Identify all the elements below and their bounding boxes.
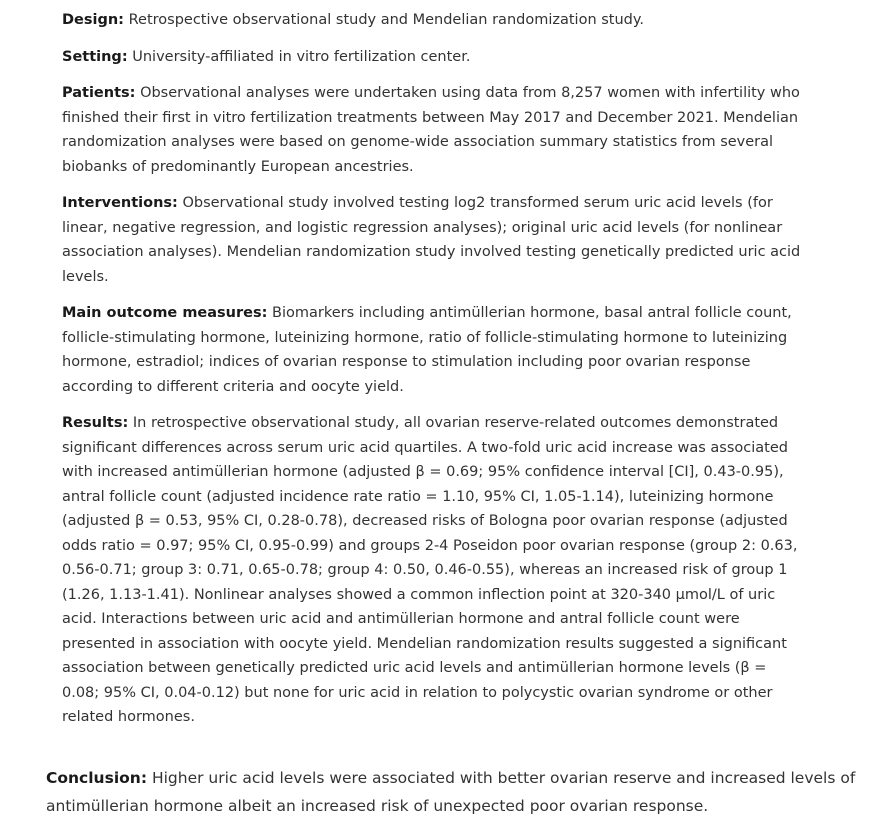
interventions-label: Interventions:: [62, 195, 178, 211]
setting-section: [62, 45, 802, 70]
conclusion-label: Conclusion:: [46, 769, 148, 787]
main-outcome-measures-label: Main outcome measures:: [62, 305, 268, 321]
design-section: [62, 8, 802, 33]
interventions-text: Observational study involved testing log2 transformed serum uric acid levels (for linear, negative regression, and logistic regression analyses); original uric acid levels (for nonlinear association analyses). Mendelian randomization study involved testing genetically predicted uric acid levels.: [62, 195, 801, 285]
patients-label: Patients:: [62, 85, 136, 101]
interventions-section: [62, 191, 802, 289]
results-text: In retrospective observational study, all ovarian reserve-related outcomes demonstrated significant differences across serum uric acid quartiles. A two-fold uric acid increase was associated with increased antimüllerian hormone (adjusted β = 0.69; 95% confidence interval [CI], 0.43-0.95), antral follicle count (adjusted incidence rate ratio = 1.10, 95% CI, 1.05-1.14), luteinizing hormone (adjusted β = 0.53, 95% CI, 0.28-0.78), decreased risks of Bologna poor ovarian response (adjusted odds ratio = 0.97; 95% CI, 0.95-0.99) and groups 2-4 Poseidon poor ovarian response (group 2: 0.63, 0.56-0.71; group 3: 0.71, 0.65-0.78; group 4: 0.50, 0.46-0.55), whereas an increased risk of group 1 (1.26, 1.13-1.41). Nonlinear analyses showed a common inflection point at 320-340 μmol/L of uric acid. Interactions between uric acid and antimüllerian hormone and antral follicle count were presented in association with oocyte yield. Mendelian randomization results suggested a significant association between genetically predicted uric acid levels and antimüllerian hormone levels (β = 0.08; 95% CI, 0.04-0.12) but none for uric acid in relation to polycystic ovarian syndrome or other related hormones.: [62, 415, 798, 725]
design-text: Retrospective observational study and Mendelian randomization study.: [128, 12, 644, 28]
results-section: [62, 411, 802, 730]
patients-section: [62, 81, 802, 179]
setting-text: University-affiliated in vitro fertilization center.: [132, 48, 471, 65]
patients-text: Observational analyses were undertaken using data from 8,257 women with infertility who finished their first in vitro fertilization treatments between May 2017 and December 2021. Mendelian randomization analyses were based on genome-wide association summary statistics from several biobanks of predominantly European ancestries.: [62, 85, 800, 175]
results-label: Results:: [62, 415, 129, 431]
conclusion-section: [46, 765, 876, 820]
main-outcome-measures-text: Biomarkers including antimüllerian hormone, basal antral follicle count, follicle-stimulating hormone, luteinizing hormone, ratio of follicle-stimulating hormone to luteinizing hormone, estradiol; indices of ovarian response to stimulation including poor ovarian response according to different criteria and oocyte yield.: [62, 305, 792, 395]
setting-label: Setting:: [62, 48, 128, 65]
main-outcome-measures-section: [62, 301, 802, 399]
abstract-body: [62, 8, 802, 742]
conclusion-text: Higher uric acid levels were associated with better ovarian reserve and increased levels of antimüllerian hormone albeit an increased risk of unexpected poor ovarian response.: [46, 769, 856, 815]
design-label: Design:: [62, 12, 124, 28]
